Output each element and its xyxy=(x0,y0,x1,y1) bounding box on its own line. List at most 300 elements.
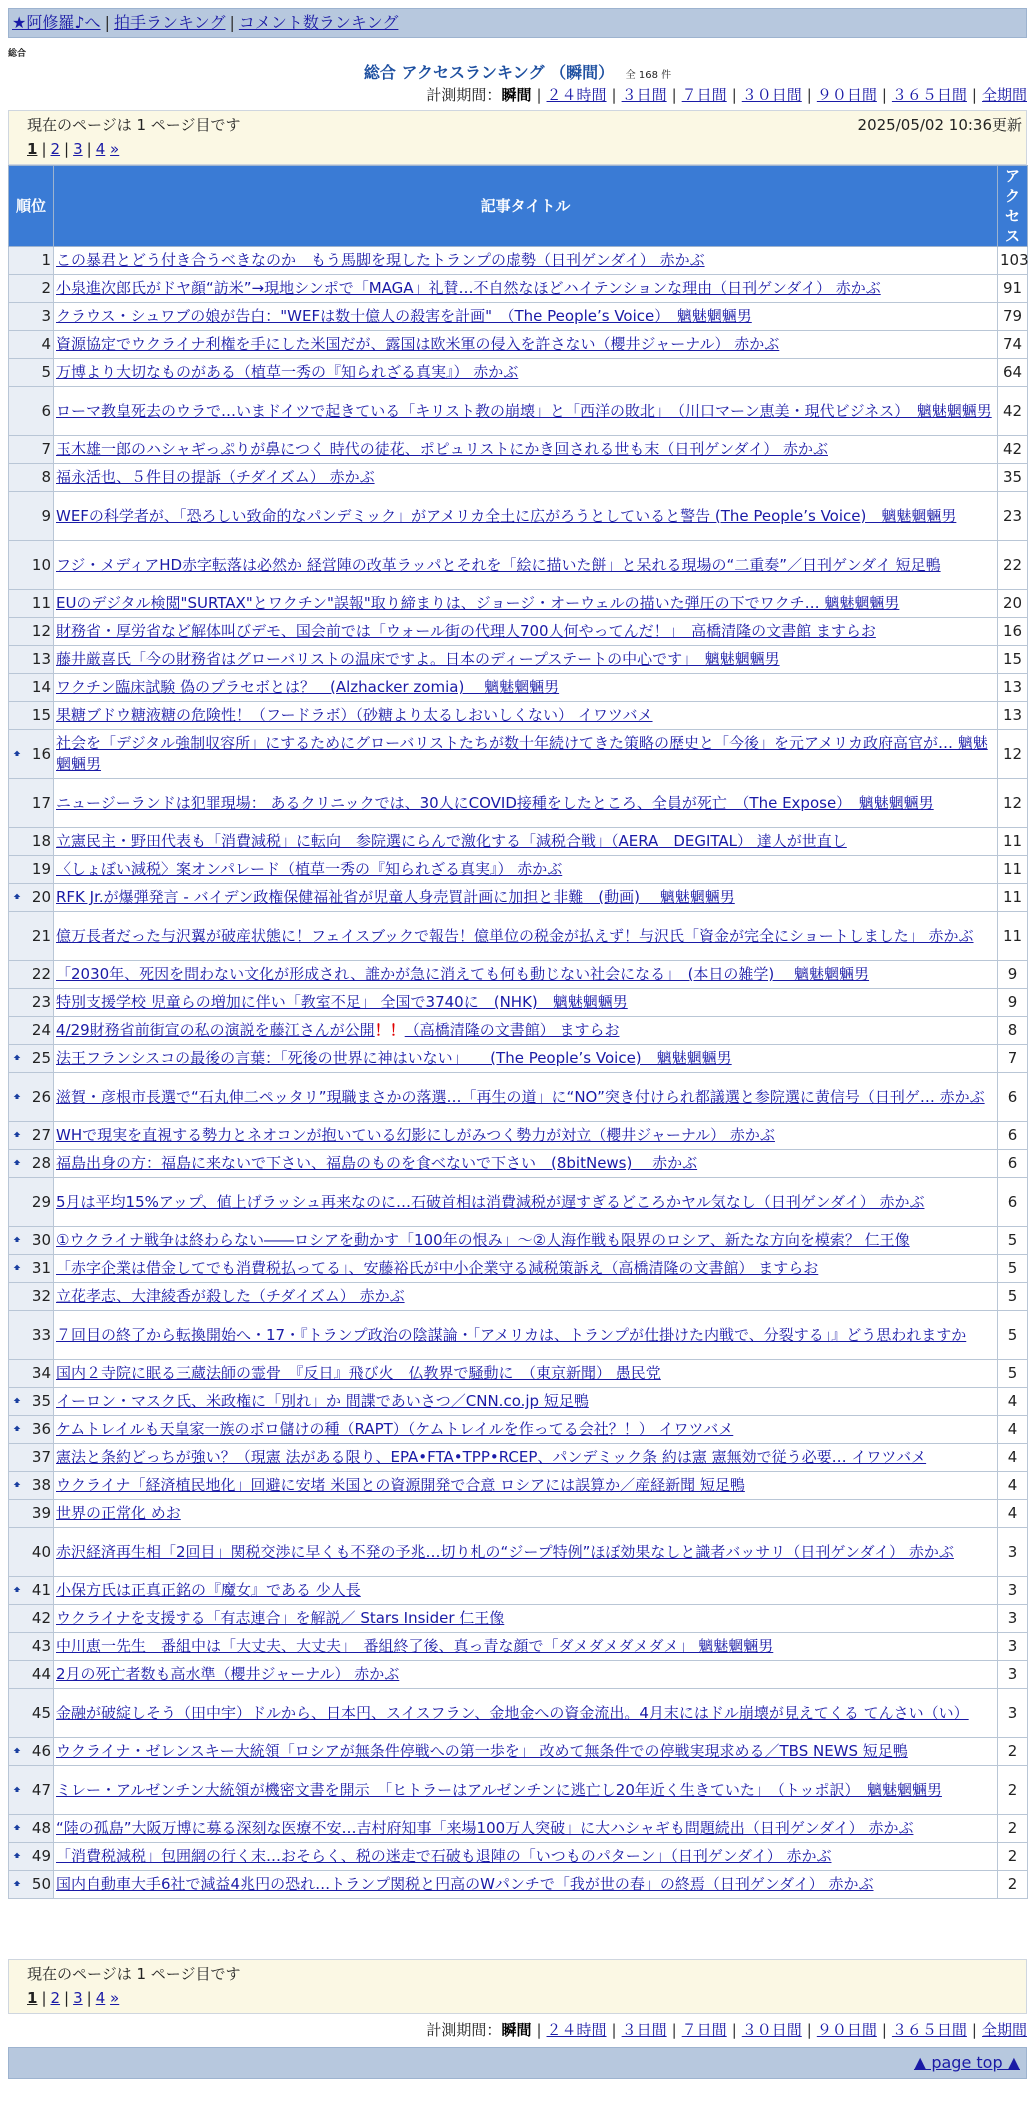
title-cell xyxy=(54,303,998,331)
rank-number: 25 xyxy=(31,1049,51,1067)
title-cell xyxy=(54,646,998,674)
next-page-link[interactable]: » xyxy=(110,1989,120,2007)
up-arrow-icon: 🠹 xyxy=(13,1156,22,1171)
table-row xyxy=(9,1444,1028,1472)
rank-number: 1 xyxy=(41,251,51,269)
article-link[interactable]: 法王フランシスコの最後の言葉：「死後の世界に神はいない」 (The People’s Voice) 魑魅魍魎男 xyxy=(56,1049,732,1067)
rank-number: 5 xyxy=(41,363,51,381)
article-link[interactable]: 財務省・厚労省など解体叫びデモ、国会前では「ウォール街の代理人700人何やってんだ！」 高橋清隆の文書館 ますらお xyxy=(56,622,876,640)
title-cell xyxy=(54,779,998,828)
title-cell xyxy=(54,1577,998,1605)
title-cell xyxy=(54,1255,998,1283)
page-link[interactable]: 3 xyxy=(73,140,83,158)
period-link[interactable]: ２４時間 xyxy=(546,2021,607,2039)
period-separator: | xyxy=(971,86,977,104)
article-link[interactable]: ケムトレイルも天皇家一族のボロ儲けの種（RAPT）（ケムトレイルを作ってる会社？！） イワツバメ xyxy=(56,1420,734,1438)
rank-number: 9 xyxy=(41,506,51,525)
title-cell xyxy=(54,331,998,359)
period-link[interactable]: 全期間 xyxy=(981,2021,1027,2039)
article-link[interactable]: 立花孝志、大津綾香が殺した（チダイズム） 赤かぶ xyxy=(56,1287,405,1305)
article-link[interactable]: 2月の死亡者数も高水準（櫻井ジャーナル） 赤かぶ xyxy=(56,1665,400,1683)
title-cell xyxy=(54,884,998,912)
table-row xyxy=(9,1815,1028,1843)
period-link[interactable]: ９０日間 xyxy=(816,86,877,104)
title-cell xyxy=(54,590,998,618)
article-link[interactable]: この暴君とどう付き合うべきなのか もう馬脚を現したトランプの虚勢（日刊ゲンダイ） 赤かぶ xyxy=(56,251,705,269)
article-link[interactable]: 福島出身の方：福島に来ないで下さい、福島のものを食べないで下さい (8bitNews) 赤かぶ xyxy=(56,1154,698,1172)
rank-cell xyxy=(9,541,54,590)
article-link[interactable]: ミレー・アルゼンチン大統領が機密文書を開示 「ヒトラーはアルゼンチンに逃亡し20年近く生きていた」 （トッポ訳） 魑魅魍魎男 xyxy=(56,1780,942,1799)
page-separator: | xyxy=(41,1989,47,2007)
period-separator: | xyxy=(536,2021,542,2039)
article-link[interactable]: 国内２寺院に眠る三蔵法師の霊骨 『反日』飛び火 仏教界で騒動に （東京新聞） 愚民党 xyxy=(56,1364,661,1382)
title-cell xyxy=(54,1073,998,1122)
access-count: 4 xyxy=(998,1444,1028,1472)
access-count: 42 xyxy=(998,387,1028,436)
rank-number: 12 xyxy=(31,622,51,640)
table-row xyxy=(9,359,1028,387)
rank-number: 4 xyxy=(41,335,51,353)
article-link[interactable]: 5月は平均15%アップ、値上げラッシュ再来なのに…石破首相は消費減税が遅すぎるどころかヤル気なし（日刊ゲンダイ） 赤かぶ xyxy=(56,1192,925,1211)
up-arrow-icon: 🠹 xyxy=(13,1261,22,1276)
title-cell xyxy=(54,1283,998,1311)
up-arrow-icon: 🠹 xyxy=(13,1128,22,1143)
access-count: 5 xyxy=(998,1311,1028,1360)
article-link[interactable]: ニュージーランドは犯罪現場： あるクリニックでは、30人にCOVID接種をしたところ、全員が死亡 （The Expose） 魑魅魍魎男 xyxy=(56,793,934,812)
title-cell xyxy=(54,1661,998,1689)
article-link[interactable]: クラウス・シュワブの娘が告白："WEFは数十億人の殺害を計画" （The People’s Voice） 魑魅魍魎男 xyxy=(56,307,752,325)
period-link[interactable]: ３日間 xyxy=(621,2021,667,2039)
rank-cell xyxy=(9,1122,54,1150)
article-link[interactable]: 〈しょぼい減税〉案オンパレード（植草一秀の『知られざる真実』） 赤かぶ xyxy=(56,860,563,878)
table-row xyxy=(9,1255,1028,1283)
rank-cell xyxy=(9,464,54,492)
access-count: 15 xyxy=(998,646,1028,674)
comment-ranking-link[interactable]: コメント数ランキング xyxy=(238,13,399,32)
access-count: 79 xyxy=(998,303,1028,331)
article-link[interactable]: イーロン・マスク氏、米政権に「別れ」か 間諜であいさつ／CNN.co.jp 短足鴨 xyxy=(56,1392,589,1410)
rank-cell xyxy=(9,912,54,961)
title-cell xyxy=(54,1815,998,1843)
rank-number: 22 xyxy=(31,965,51,983)
up-arrow-icon: 🠹 xyxy=(13,1422,22,1437)
table-row xyxy=(9,1871,1028,1899)
rank-cell xyxy=(9,359,54,387)
rank-cell xyxy=(9,1528,54,1577)
rank-number: 50 xyxy=(31,1875,51,1893)
article-link[interactable]: 万博より大切なものがある（植草一秀の『知られざる真実』） 赤かぶ xyxy=(56,363,519,381)
table-row xyxy=(9,1605,1028,1633)
rank-number: 17 xyxy=(31,793,51,812)
article-link[interactable]: 特別支援学校 児童らの増加に伴い「教室不足」 全国で3740に (NHK) 魑魅魍魎男 xyxy=(56,993,628,1011)
table-row xyxy=(9,674,1028,702)
exclamation-mark: ！！ xyxy=(374,1021,405,1039)
page-link[interactable]: 4 xyxy=(95,140,106,158)
rank-number: 13 xyxy=(31,650,51,668)
access-count: 2 xyxy=(998,1843,1028,1871)
access-count: 11 xyxy=(998,828,1028,856)
rank-cell xyxy=(9,303,54,331)
period-link[interactable]: 全期間 xyxy=(981,86,1027,104)
current-page: 1 xyxy=(27,1989,38,2007)
title-cell xyxy=(54,1689,998,1738)
page-link[interactable]: 4 xyxy=(95,1989,106,2007)
home-link[interactable]: ★阿修羅♪へ xyxy=(12,13,101,32)
article-link[interactable]: 立憲民主・野田代表も「消費減税」に転向 参院選にらんで激化する「減税合戦」（AERA DEGITAL） 達人が世直し xyxy=(56,832,847,850)
article-link[interactable]: 国内自動車大手6社で減益4兆円の恐れ…トランプ関税と円高のWパンチで「我が世の春」の終焉（日刊ゲンダイ） 赤かぶ xyxy=(56,1875,874,1893)
rank-number: 10 xyxy=(31,555,51,574)
rank-cell xyxy=(9,1500,54,1528)
title-cell xyxy=(54,541,998,590)
title-cell xyxy=(54,1227,998,1255)
title-cell xyxy=(54,1388,998,1416)
article-link[interactable]: 世界の正常化 めお xyxy=(56,1504,181,1522)
table-row xyxy=(9,590,1028,618)
article-link[interactable]: 4/29財務省前街宣の私の演説を藤江さんが公開 xyxy=(56,1021,375,1039)
rank-number: 2 xyxy=(41,279,51,297)
next-page-link[interactable]: » xyxy=(110,140,120,158)
period-current: 瞬間 xyxy=(501,86,532,104)
rank-number: 30 xyxy=(31,1231,51,1249)
article-link[interactable]: “陸の孤島”大阪万博に募る深刻な医療不安…吉村府知事「来場100万人突破」に大ハシャギも問題続出（日刊ゲンダイ） 赤かぶ xyxy=(56,1819,914,1837)
rank-cell xyxy=(9,247,54,275)
table-row xyxy=(9,702,1028,730)
page-top-link[interactable]: ▲ page top ▲ xyxy=(913,2053,1020,2072)
period-selector xyxy=(426,84,1027,105)
table-row xyxy=(9,1416,1028,1444)
rank-cell xyxy=(9,1605,54,1633)
access-count: 13 xyxy=(998,702,1028,730)
article-link[interactable]: 資源協定でウクライナ利権を手にした米国だが、露国は欧米軍の侵入を許さない（櫻井ジャーナル） 赤かぶ xyxy=(56,335,780,353)
access-count: 3 xyxy=(998,1689,1028,1738)
table-row xyxy=(9,1843,1028,1871)
article-link[interactable]: 憲法と条約どっちが強い？（現憲 法がある限り、EPA•FTA•TPP•RCEP、パンデミック条 約は憲 憲無効で従う必要… イワツバメ xyxy=(56,1448,927,1466)
table-row xyxy=(9,1738,1028,1766)
period-separator: | xyxy=(881,86,887,104)
title-cell xyxy=(54,961,998,989)
page-link[interactable]: 2 xyxy=(50,1989,61,2007)
access-count: 4 xyxy=(998,1500,1028,1528)
title-cell xyxy=(54,618,998,646)
clap-ranking-link[interactable]: 拍手ランキング xyxy=(113,13,226,32)
rank-cell xyxy=(9,1416,54,1444)
rank-number: 34 xyxy=(31,1364,51,1382)
access-count: 4 xyxy=(998,1388,1028,1416)
rank-number: 43 xyxy=(31,1637,51,1655)
up-arrow-icon: 🠹 xyxy=(13,1089,22,1105)
article-link[interactable]: ７回目の終了から転換開始へ・17・『トランプ政治の陰謀論・「アメリカは、トランプが仕掛けた内戦で、分裂する」』どう思われますか xyxy=(56,1325,967,1344)
title-cell xyxy=(54,1178,998,1227)
access-count: 6 xyxy=(998,1150,1028,1178)
access-count: 6 xyxy=(998,1073,1028,1122)
current-page: 1 xyxy=(27,140,38,158)
article-link[interactable]: 「2030年、死因を問わない文化が形成され、誰かが急に消えても何も動じない社会になる」 (本日の雑学) 魑魅魍魎男 xyxy=(56,965,870,983)
table-row xyxy=(9,1122,1028,1150)
title-cell xyxy=(54,464,998,492)
ranking-mode: （瞬間） xyxy=(550,63,615,82)
title-cell xyxy=(54,275,998,303)
period-link[interactable]: ３６５日間 xyxy=(891,86,967,104)
table-row xyxy=(9,856,1028,884)
article-link[interactable]: （高橋清隆の文書館） ますらお xyxy=(404,1021,620,1039)
rank-cell xyxy=(9,856,54,884)
table-row xyxy=(9,1577,1028,1605)
rank-cell xyxy=(9,1689,54,1738)
ranking-title: 総合 アクセスランキング xyxy=(363,63,545,82)
article-link[interactable]: 滋賀・彦根市長選で“石丸伸二ペッタリ”現職まさかの落選…「再生の道」に“NO”突き付けられ都議選と参院選に黄信号（日刊ゲ… 赤かぶ xyxy=(56,1087,985,1106)
title-cell xyxy=(54,1017,998,1045)
rank-cell xyxy=(9,1227,54,1255)
article-link[interactable]: 億万長者だった与沢翼が破産状態に！フェイスブックで報告！億単位の税金が払えず！与沢氏「資金が完全にショートしました」 赤かぶ xyxy=(56,926,974,945)
rank-number: 48 xyxy=(31,1819,51,1837)
title-cell xyxy=(54,702,998,730)
period-separator: | xyxy=(536,86,542,104)
access-count: 8 xyxy=(998,1017,1028,1045)
title-cell xyxy=(54,436,998,464)
period-link[interactable]: ２４時間 xyxy=(546,86,607,104)
period-link[interactable]: ７日間 xyxy=(681,2021,727,2039)
title-cell xyxy=(54,247,998,275)
title-cell xyxy=(54,1444,998,1472)
access-count: 5 xyxy=(998,1360,1028,1388)
title-cell xyxy=(54,912,998,961)
article-link[interactable]: 福永活也、５件目の提訴（チダイズム） 赤かぶ xyxy=(56,468,375,486)
page-status: 現在のページは 1 ページ目です xyxy=(27,116,241,134)
article-link[interactable]: 藤井厳喜氏「今の財務省はグローバリストの温床ですよ。日本のディープステートの中心です」 魑魅魍魎男 xyxy=(56,650,780,668)
rank-cell xyxy=(9,1661,54,1689)
pagination xyxy=(27,1989,1008,2007)
title-cell xyxy=(54,1416,998,1444)
rank-cell xyxy=(9,1311,54,1360)
rank-number: 49 xyxy=(31,1847,51,1865)
rank-number: 24 xyxy=(31,1021,51,1039)
rank-number: 27 xyxy=(31,1126,51,1144)
article-link[interactable]: ウクライナ「経済植民地化」回避に安堵 米国との資源開発で合意 ロシアには誤算か／産経新聞 短足鴨 xyxy=(56,1476,745,1494)
page-info-top xyxy=(8,110,1027,165)
page-link[interactable]: 2 xyxy=(50,140,61,158)
article-link[interactable]: フジ・メディアHD赤字転落は必然か 経営陣の改革ラッパとそれを「絵に描いた餅」と呆れる現場の“二重奏”／日刊ゲンダイ 短足鴨 xyxy=(56,555,941,574)
article-link[interactable]: 玉木雄一郎のハシャギっぷりが鼻につく 時代の徒花、ポピュリストにかき回される世も末（日刊ゲンダイ） 赤かぶ xyxy=(56,440,828,458)
period-link[interactable]: ７日間 xyxy=(681,86,727,104)
pagination xyxy=(27,140,1008,158)
rank-number: 33 xyxy=(31,1325,51,1344)
title-cell xyxy=(54,387,998,436)
table-row xyxy=(9,1689,1028,1738)
article-link[interactable]: ①ウクライナ戦争は終わらない――ロシアを動かす「100年の恨み」～②人海作戦も限界のロシア、新たな方向を模索？ 仁王像 xyxy=(56,1231,910,1249)
access-count: 3 xyxy=(998,1633,1028,1661)
rank-number: 23 xyxy=(31,993,51,1011)
article-link[interactable]: 「消費税減税」包囲網の行く末…おそらく、税の迷走で石破も退陣の「いつものパターン」（日刊ゲンダイ） 赤かぶ xyxy=(56,1847,832,1865)
nav-separator: | xyxy=(104,13,110,32)
table-row xyxy=(9,247,1028,275)
rank-number: 14 xyxy=(31,678,51,696)
article-link[interactable]: ローマ教皇死去のウラで…いまドイツで起きている「キリスト教の崩壊」と「西洋の敗北」 （川口マーン恵美・現代ビジネス） 魑魅魍魎男 xyxy=(56,401,992,420)
rank-header: 順位 xyxy=(9,166,54,247)
table-row xyxy=(9,1388,1028,1416)
period-link[interactable]: ３０日間 xyxy=(741,2021,802,2039)
title-cell xyxy=(54,1360,998,1388)
access-count: 22 xyxy=(998,541,1028,590)
rank-cell xyxy=(9,1178,54,1227)
up-arrow-icon: 🠹 xyxy=(13,746,22,762)
period-link[interactable]: ９０日間 xyxy=(816,2021,877,2039)
title-cell xyxy=(54,674,998,702)
period-link[interactable]: ３６５日間 xyxy=(891,2021,967,2039)
access-count: 74 xyxy=(998,331,1028,359)
table-row xyxy=(9,961,1028,989)
period-link[interactable]: ３日間 xyxy=(621,86,667,104)
period-separator: | xyxy=(611,86,617,104)
access-count: 5 xyxy=(998,1227,1028,1255)
table-row xyxy=(9,541,1028,590)
period-label: 計測期間： xyxy=(426,86,502,104)
table-row xyxy=(9,1178,1028,1227)
article-link[interactable]: ワクチン臨床試験 偽のプラセボとは？ (Alzhacker zomia) 魑魅魍魎男 xyxy=(56,678,560,696)
period-separator: | xyxy=(671,2021,677,2039)
rank-cell xyxy=(9,618,54,646)
rank-number: 47 xyxy=(31,1780,51,1799)
table-row xyxy=(9,1311,1028,1360)
article-link[interactable]: 小泉進次郎氏がドヤ顔“訪米”→現地シンポで「MAGA」礼賛…不自然なほどハイテンションな理由（日刊ゲンダイ） 赤かぶ xyxy=(56,279,881,297)
access-count: 2 xyxy=(998,1738,1028,1766)
access-count: 103 xyxy=(998,247,1028,275)
rank-number: 31 xyxy=(31,1259,51,1277)
rank-cell xyxy=(9,436,54,464)
rank-number: 45 xyxy=(31,1703,51,1722)
table-row xyxy=(9,275,1028,303)
rank-cell xyxy=(9,590,54,618)
up-arrow-icon: 🠹 xyxy=(13,1849,22,1864)
table-row xyxy=(9,1227,1028,1255)
access-count: 5 xyxy=(998,1283,1028,1311)
article-link[interactable]: 果糖ブドウ糖液糖の危険性！（フードラボ）（砂糖より太るしおいしくない） イワツバメ xyxy=(56,706,653,724)
rank-number: 39 xyxy=(31,1504,51,1522)
table-row xyxy=(9,618,1028,646)
rank-cell xyxy=(9,1871,54,1899)
table-row xyxy=(9,1661,1028,1689)
article-link[interactable]: 小保方氏は正真正銘の『魔女』である 少人長 xyxy=(56,1581,361,1599)
table-row xyxy=(9,730,1028,779)
rank-cell xyxy=(9,730,54,779)
page-separator: | xyxy=(86,140,92,158)
title-cell xyxy=(54,1122,998,1150)
page-separator: | xyxy=(64,140,70,158)
article-link[interactable]: ウクライナを支援する「有志連合」を解説／ Stars Insider 仁王像 xyxy=(56,1609,505,1627)
up-arrow-icon: 🠹 xyxy=(13,1478,22,1493)
rank-cell xyxy=(9,1255,54,1283)
article-link[interactable]: WHで現実を直視する勢力とネオコンが抱いている幻影にしがみつく勢力が対立（櫻井ジャーナル） 赤かぶ xyxy=(56,1126,775,1144)
rank-number: 29 xyxy=(31,1192,51,1211)
rank-cell xyxy=(9,1472,54,1500)
access-count: 35 xyxy=(998,464,1028,492)
title-cell xyxy=(54,1528,998,1577)
period-selector xyxy=(426,2019,1027,2040)
title-cell xyxy=(54,1045,998,1073)
table-row xyxy=(9,1073,1028,1122)
article-link[interactable]: 赤沢経済再生相「2回目」関税交渉に早くも不発の予兆…切り札の“ジープ特例”ほぼ効果なしと識者バッサリ（日刊ゲンダイ） 赤かぶ xyxy=(56,1542,954,1561)
rank-cell xyxy=(9,779,54,828)
rank-number: 6 xyxy=(41,401,51,420)
up-arrow-icon: 🠹 xyxy=(13,1744,22,1759)
period-link[interactable]: ３０日間 xyxy=(741,86,802,104)
access-count: 2 xyxy=(998,1766,1028,1815)
up-arrow-icon: 🠹 xyxy=(13,1782,22,1798)
rank-number: 3 xyxy=(41,307,51,325)
rank-cell xyxy=(9,702,54,730)
rank-number: 11 xyxy=(31,594,51,612)
updated-date: 2025/05/02 10:36更新 xyxy=(857,116,1022,134)
rank-number: 42 xyxy=(31,1609,51,1627)
article-link[interactable]: 中川恵一先生 番組中は「大丈夫、大丈夫」 番組終了後、真っ青な顔で「ダメダメダメダメ」 魑魅魍魎男 xyxy=(56,1637,774,1655)
rank-cell xyxy=(9,1150,54,1178)
article-link[interactable]: 金融が破綻しそう（田中宇）ドルから、日本円、スイスフラン、金地金への資金流出。4月末にはドル崩壊が見えてくる てんさい（い） xyxy=(56,1703,969,1722)
table-row xyxy=(9,1017,1028,1045)
table-row xyxy=(9,436,1028,464)
rank-cell xyxy=(9,961,54,989)
title-cell xyxy=(54,730,998,779)
article-link[interactable]: ウクライナ・ゼレンスキー大統領「ロシアが無条件停戦への第一歩を」 改めて無条件での停戦実現求める／TBS NEWS 短足鴨 xyxy=(56,1742,908,1760)
title-cell xyxy=(54,1472,998,1500)
access-count: 3 xyxy=(998,1605,1028,1633)
page-info-bottom xyxy=(8,1959,1027,2014)
access-count: 16 xyxy=(998,618,1028,646)
rank-cell xyxy=(9,1577,54,1605)
period-separator: | xyxy=(806,86,812,104)
period-label: 計測期間： xyxy=(426,2021,502,2039)
article-link[interactable]: RFK Jr.が爆弾発言 - バイデン政権保健福祉省が児童人身売買計画に加担と非難 (動画) 魑魅魍魎男 xyxy=(56,888,735,906)
rank-number: 32 xyxy=(31,1287,51,1305)
access-count: 13 xyxy=(998,674,1028,702)
rank-cell xyxy=(9,1766,54,1815)
access-header: アクセス xyxy=(998,166,1028,247)
access-count: 12 xyxy=(998,779,1028,828)
article-link[interactable]: EUのデジタル検閲"SURTAX"とワクチン"誤報"取り締まりは、ジョージ・オーウェルの描いた弾圧の下でワクチ… 魑魅魍魎男 xyxy=(56,594,900,612)
title-cell xyxy=(54,1871,998,1899)
rank-number: 21 xyxy=(31,926,51,945)
page-status: 現在のページは 1 ページ目です xyxy=(27,1965,241,1983)
title-cell xyxy=(54,359,998,387)
up-arrow-icon: 🠹 xyxy=(13,1233,22,1248)
nav-separator: | xyxy=(229,13,235,32)
title-cell xyxy=(54,1738,998,1766)
page-link[interactable]: 3 xyxy=(73,1989,83,2007)
rank-cell xyxy=(9,492,54,541)
article-link[interactable]: 社会を「デジタル強制収容所」にするためにグローバリストたちが数十年続けてきた策略の歴史と「今後」を元アメリカ政府高官が… 魑魅魍魎男 xyxy=(56,734,988,773)
rank-cell xyxy=(9,646,54,674)
up-arrow-icon: 🠹 xyxy=(13,890,22,905)
rank-cell xyxy=(9,1360,54,1388)
up-arrow-icon: 🠹 xyxy=(13,1394,22,1409)
table-row xyxy=(9,387,1028,436)
rank-number: 38 xyxy=(31,1476,51,1494)
table-row xyxy=(9,912,1028,961)
rank-number: 41 xyxy=(31,1581,51,1599)
article-link[interactable]: 「赤字企業は借金してでも消費税払ってる」、安藤裕氏が中小企業守る減税策訴え（高橋清隆の文書館） ますらお xyxy=(56,1259,819,1277)
access-count: 3 xyxy=(998,1661,1028,1689)
table-row xyxy=(9,331,1028,359)
table-row xyxy=(9,779,1028,828)
rank-number: 44 xyxy=(31,1665,51,1683)
footer-bar xyxy=(8,2047,1027,2079)
rank-cell xyxy=(9,1045,54,1073)
rank-cell xyxy=(9,674,54,702)
access-count: 9 xyxy=(998,961,1028,989)
article-link[interactable]: WEFの科学者が、「恐ろしい致命的なパンデミック」がアメリカ全土に広がろうとしていると警告 (The People’s Voice) 魑魅魍魎男 xyxy=(56,506,957,525)
title-cell xyxy=(54,828,998,856)
rank-number: 15 xyxy=(31,706,51,724)
rank-number: 40 xyxy=(31,1542,51,1561)
access-count: 64 xyxy=(998,359,1028,387)
